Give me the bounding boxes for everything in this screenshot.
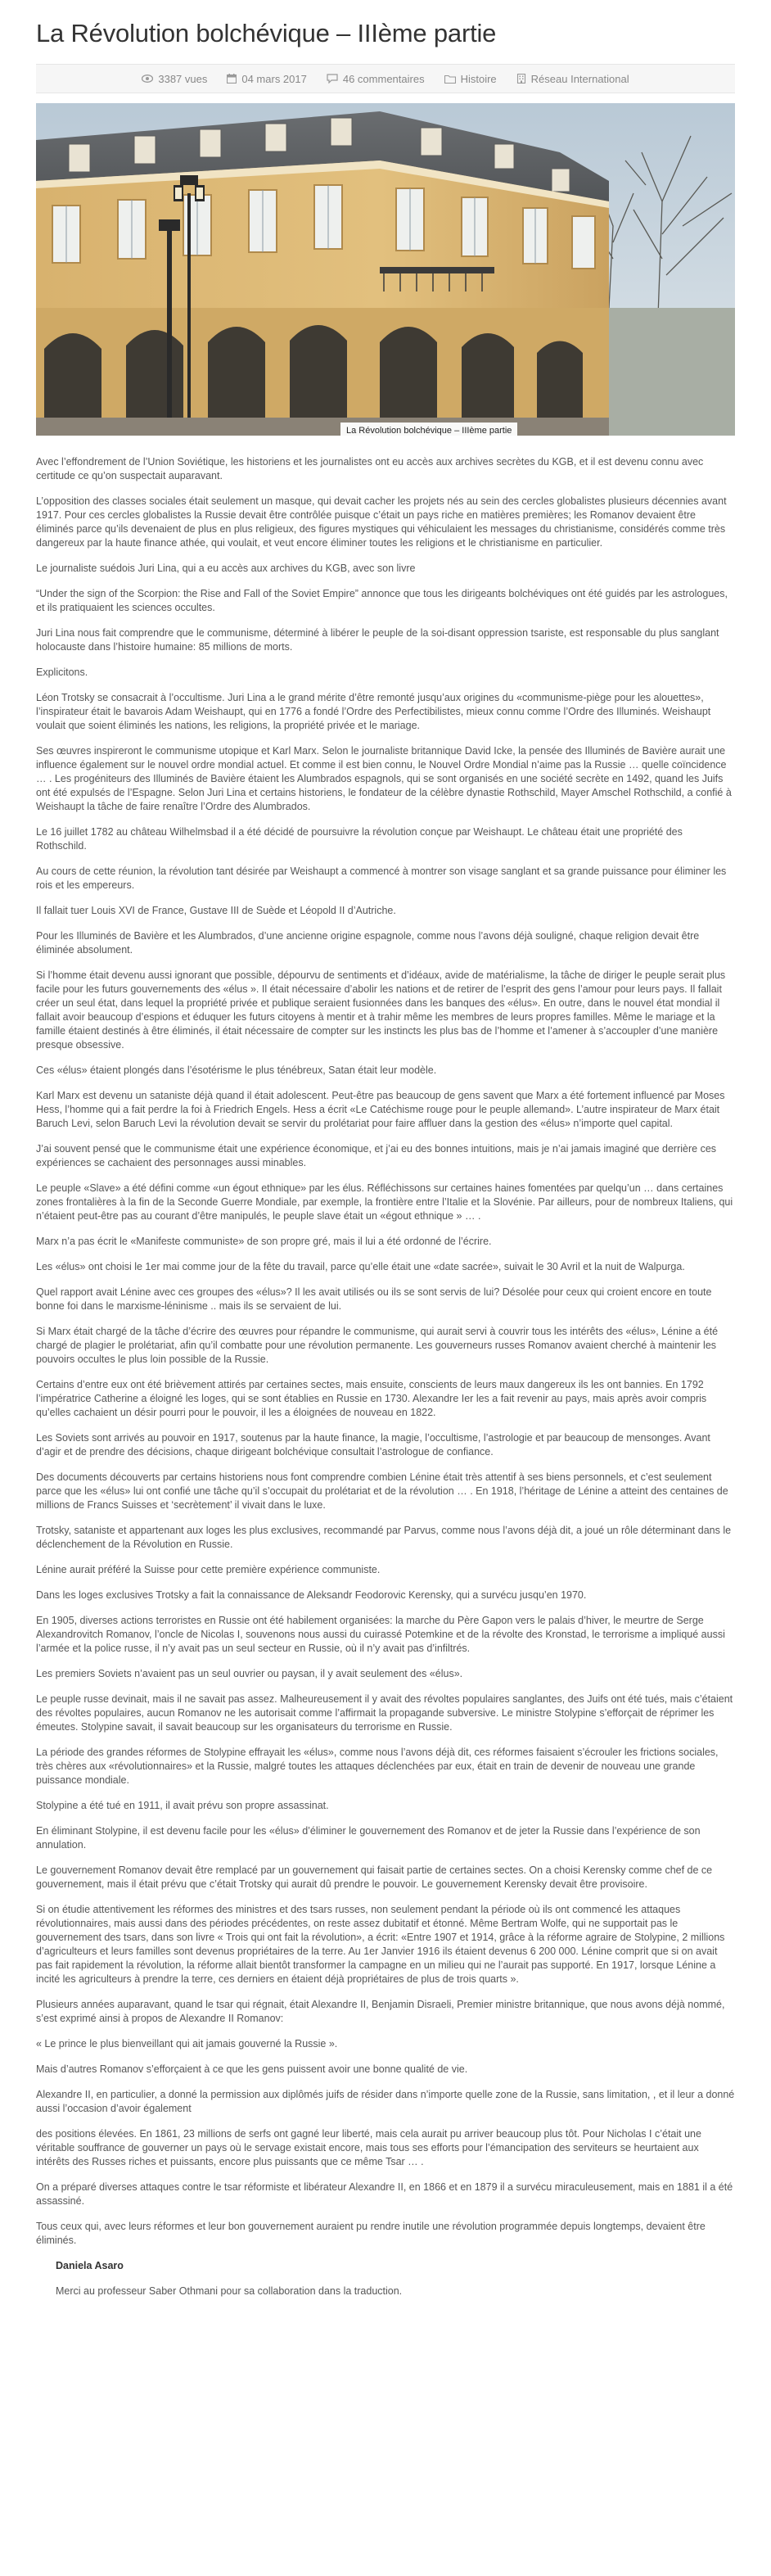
article-paragraph: Le peuple «Slave» a été défini comme «un égout ethnique» par les élus. Réfléchissons sur certaines haines fomentées par quelqu’un … dans certaines zones frontalières à la fin de la Seconde Guerre Mondiale, par exemple, la frontière entre l’Italie et la Slovénie. Par ailleurs, pour de nombreux Italiens, qui n’étaient peut-être pas au courant d’être manipulés, le peuple slave était un «égout ethnique » … . bbox=[36, 1182, 733, 1222]
meta-date bbox=[227, 73, 307, 85]
page-title: La Révolution bolchévique – IIIème partie bbox=[36, 19, 497, 47]
article-paragraph: Lénine aurait préféré la Suisse pour cette première expérience communiste. bbox=[36, 1564, 381, 1575]
article-paragraph: Il fallait tuer Louis XVI de France, Gustave III de Suède et Léopold II d’Autriche. bbox=[36, 905, 396, 916]
article-paragraph: Mais d’autres Romanov s’efforçaient à ce que les gens puissent avoir une bonne qualité de vie. bbox=[36, 2063, 468, 2075]
article-paragraph: On a préparé diverses attaques contre le tsar réformiste et libérateur Alexandre II, en 1866 et en 1879 il a survécu miraculeusement, mais en 1881 il a été assassiné. bbox=[36, 2181, 733, 2207]
translation-credit: Merci au professeur Saber Othmani pour sa collaboration dans la traduction. bbox=[56, 2285, 403, 2297]
article-paragraph: J’ai souvent pensé que le communisme était une expérience économique, et j’ai eu des bonnes intuitions, mais je n’ai jamais imaginé que derrière ces expériences se cachaient des personnages aussi minables. bbox=[36, 1143, 717, 1168]
palace-photo bbox=[36, 103, 735, 436]
article-paragraph: Stolypine a été tué en 1911, il avait prévu son propre assassinat. bbox=[36, 1800, 329, 1811]
image-caption: La Révolution bolchévique – IIIème partie bbox=[340, 423, 517, 436]
article-paragraph: “Under the sign of the Scorpion: the Rise and Fall of the Soviet Empire” annonce que tous les dirigeants bolchéviques ont été guidés par les astrologues, et ils pratiquaient les sciences occultes. bbox=[36, 588, 728, 613]
eye-icon bbox=[142, 75, 153, 83]
article-paragraph: La période des grandes réformes de Stolypine effrayait les «élus», comme nous l’avons déjà dit, ces réformes faisaient s’écrouler les frictions sociales, très chères aux «révolutionnaires» et la Russie, malgré toutes les attaques déclenchées par eux, était en train de devenir de nouveau une grande puissance mondiale. bbox=[36, 1747, 719, 1786]
article-paragraph: Avec l’effondrement de l’Union Soviétique, les historiens et les journalistes ont eu accès aux archives secrètes du KGB, et il est devenu connu avec certitude ce qu’on suspectait auparavant. bbox=[36, 456, 704, 481]
comment-icon bbox=[327, 74, 338, 84]
meta-network[interactable] bbox=[516, 73, 629, 85]
article-paragraph: Si l’homme était devenu aussi ignorant que possible, dépourvu de sentiments et d’idéaux, avide de matérialisme, la tâche de diriger le peuple serait plus facile pour les futurs gouvernements des «élus ». Il était nécessaire d’abolir les nations et de retirer de l’esprit des gens l’amour pour leurs pays. Il fallait créer un seul état, dans lequel la propriété privée et publique seraient fusionnées dans les banques des «élus». En outre, dans le nouvel état mondial il fallait avoir beaucoup d’espions et éduquer les futurs citoyens à mentir et à trahir même les membres de leurs propres familles. Même le mariage et la famille étaient destinés à être éliminés, il était nécessaire de compter sur les instincts les plus bas de l’homme et l’amener à s’accoupler d’une manière presque obsessive. bbox=[36, 969, 726, 1051]
views-count: 3387 vues bbox=[158, 72, 208, 85]
comments-link[interactable]: 46 commentaires bbox=[342, 72, 425, 85]
article-meta-bar bbox=[36, 64, 735, 93]
article-paragraph: Le gouvernement Romanov devait être remplacé par un gouvernement qui faisait partie de certaines sectes. On a choisi Kerensky comme chef de ce gouvernement, mais il était prévu que c’était Trotsky qui aurait dû prendre le pouvoir. Le gouvernement Kerensky devait être provisoire. bbox=[36, 1864, 713, 1890]
article-paragraph: Quel rapport avait Lénine avec ces groupes des «élus»? Il les avait utilisés ou ils se sont servis de lui? Désolée pour ceux qui croient encore en toute bonne foi dans le marxisme-léninisme .. mais ils se servaient de lui. bbox=[36, 1286, 712, 1312]
article-paragraph: Explicitons. bbox=[36, 667, 88, 678]
article-paragraph: En 1905, diverses actions terroristes en Russie ont été habilement organisées: la marche du Père Gapon vers le palais d’hiver, le meurtre de Serge Alexandrovitch Romanov, l’oncle de Nicolas I, souvenons nous aussi du cuirassé Potemkine et de la révolte des Kronstad, le terrorisme a impliqué aussi l’armée et la police russe, il n’y avait pas un seul secteur en Russie, où il n’y avait pas d’infiltrés. bbox=[36, 1615, 725, 1654]
article-paragraph: Juri Lina nous fait comprendre que le communisme, déterminé à libérer le peuple de la soi-disant oppression tsariste, est responsable du plus sanglant holocauste dans l’histoire humaine: 85 millions de morts. bbox=[36, 627, 719, 653]
article-paragraph: Les Soviets sont arrivés au pouvoir en 1917, soutenus par la haute finance, la magie, l’occultisme, l’astrologie et par beaucoup de mensonges. Avant d’agir et de prendre des décisions, chaque dirigeant bolchévique consultait l’astrologue de confiance. bbox=[36, 1432, 710, 1457]
article-paragraph: Les premiers Soviets n’avaient pas un seul ouvrier ou paysan, il y avait seulement des «élus». bbox=[36, 1668, 463, 1679]
calendar-icon bbox=[227, 74, 237, 84]
publish-date: 04 mars 2017 bbox=[241, 72, 307, 85]
article-paragraph: Certains d’entre eux ont été brièvement attirés par certaines sectes, mais ensuite, conscients de leurs maux dangereux ils les ont bannies. En 1792 l’impératrice Catherine a éloigné les loges, qui se sont établies en Russie en 1730. Alexandre Ier les a fait revenir au pays, mais après avoir compris qu’elles cachaient un désir pourri pour le pouvoir, il les a éloignées de nouveau en 1822. bbox=[36, 1379, 707, 1418]
article-author: Daniela Asaro bbox=[56, 2260, 124, 2271]
meta-views bbox=[142, 73, 207, 85]
article-paragraph: Karl Marx est devenu un sataniste déjà quand il était adolescent. Peut-être pas beaucoup de gens savent que Marx a été fortement influencé par Moses Hess, l’homme qui a fait perdre la foi à Friedrich Engels. Hess a écrit «Le Catéchisme rouge pour le peuple allemand». L’autre inspirateur de Marx était Baruch Levi, selon Baruch Levi la révolution devait se servir du prolétariat pour faire affluer dans la gestion des «élus» n’importe quel capital. bbox=[36, 1090, 725, 1129]
network-link[interactable]: Réseau International bbox=[530, 72, 629, 85]
article-paragraph: En éliminant Stolypine, il est devenu facile pour les «élus» d’éliminer le gouvernement des Romanov et de jeter la Russie dans l’expérience de son annulation. bbox=[36, 1825, 701, 1851]
category-link[interactable]: Histoire bbox=[460, 72, 497, 85]
meta-comments[interactable] bbox=[327, 73, 425, 85]
article-paragraph: Ces «élus» étaient plongés dans l’ésotérisme le plus ténébreux, Satan était leur modèle. bbox=[36, 1064, 437, 1076]
article-paragraph: Les «élus» ont choisi le 1er mai comme jour de la fête du travail, parce qu’elle était une «date sacrée», suivait le 30 Avril et la nuit de Walpurga. bbox=[36, 1261, 685, 1272]
article-paragraph: Trotsky, sataniste et appartenant aux loges les plus exclusives, recommandé par Parvus, comme nous l’avons déjà dit, a joué un rôle déterminant dans le déclenchement de la Révolution en Russie. bbox=[36, 1525, 732, 1550]
building-icon bbox=[516, 74, 526, 84]
article-paragraph: L’opposition des classes sociales était seulement un masque, qui devait cacher les projets nés au sein des cercles globalistes plusieurs décennies avant 1917. Pour ces cercles globalistes la Russie devait être contrôlée puisque c’était un pays riche en matières premières; les Romanov devaient être éliminés parce qu’ils devenaient de plus en plus religieux, des figures mystiques qui véhiculaient les messages du christianisme, considérés comme très dangereux par la haute finance athée, qui voulait, et veut encore éliminer toutes les religions et le christianisme en particulier. bbox=[36, 495, 727, 549]
article-paragraph: Léon Trotsky se consacrait à l’occultisme. Juri Lina a le grand mérite d’être remonté jusqu’aux origines du «communisme-piège pour les alouettes», l’inspirateur était le bavarois Adam Weishaupt, qui en 1776 a fondé l’Ordre des Perfectibilistes, mieux connu comme l’Ordre des Illuminés. Weishaupt voulait que soient éliminés les nations, les religions, la propriété privée et le mariage. bbox=[36, 692, 711, 731]
article-paragraph: Le journaliste suédois Juri Lina, qui a eu accès aux archives du KGB, avec son livre bbox=[36, 563, 416, 574]
article-paragraph: Ses œuvres inspireront le communisme utopique et Karl Marx. Selon le journaliste britannique David Icke, la pensée des Illuminés de Bavière aurait une influence également sur le nouvel ordre mondial actuel. Et comme il est bien connu, le Nouvel Ordre Mondial n’aime pas la Russie … quelle coïncidence … . Les progéniteurs des Illuminés de Bavière étaient les Alumbrados espagnols, qui se sont organisés en une société secrète en 1492, quand les Juifs ont été expulsés de l’Espagne. Selon Juri Lina et certains historiens, le fondateur de la célèbre dynastie Rothschild, Mayer Amschel Rothschild, a confié à Weishaupt la tâche de faire renaître l’Ordre des Alumbrados. bbox=[36, 745, 732, 812]
article-paragraph: Pour les Illuminés de Bavière et les Alumbrados, d’une ancienne origine espagnole, comme nous l’avons déjà souligné, chaque religion devait être éliminée absolument. bbox=[36, 930, 700, 956]
article-paragraph: « Le prince le plus bienveillant qui ait jamais gouverné la Russie ». bbox=[36, 2038, 338, 2050]
meta-category[interactable] bbox=[444, 73, 497, 85]
article-paragraph: Si on étudie attentivement les réformes des ministres et des tsars russes, non seulement pendant la période où ils ont commencé les attaques révolutionnaires, mais aussi dans des périodes précédentes, on reste assez dubitatif et étonné. Même Bertram Wolfe, qui ne supportait pas le gouvernement des tsars, dans son livre « Trois qui ont fait la révolution», a écrit: «Entre 1907 et 1914, grâce à la réforme agraire de Stolypine, 2 millions d’agriculteurs et leurs familles sont devenus propriétaires de la terre. Au 1er Janvier 1916 ils étaient devenus 6 200 000. Lénine comprit que si on avait pas fait rapidement la révolution, la réforme allait bientôt transformer la campagne en un milieu qui ne l’aurait pas supporté. En 1917, lorsque Lénine a incité les agriculteurs à prendre la terre, ces derniers en étaient déjà propriétaires de plus de trois quarts ». bbox=[36, 1904, 725, 1985]
article-paragraph: Plusieurs années auparavant, quand le tsar qui régnait, était Alexandre II, Benjamin Disraeli, Premier ministre britannique, que nous avons déjà nommé, s’est exprimé ainsi à propos de Alexandre II Romanov: bbox=[36, 1999, 725, 2024]
article-paragraph: des positions élevées. En 1861, 23 millions de serfs ont gagné leur liberté, mais cela aurait pu arriver beaucoup plus tôt. Pour Nicholas I c’était une véritable souffrance de gouverner un pays où le servage existait encore, mais tous ses efforts pour l’émancipation des serviteurs se heurtaient aux intérêts des Russes riches et puissants, encore plus puissants que ce même Tsar … . bbox=[36, 2128, 701, 2167]
article-paragraph: Marx n’a pas écrit le «Manifeste communiste» de son propre gré, mais il lui a été ordonné de l’écrire. bbox=[36, 1236, 492, 1247]
article-paragraph: Des documents découverts par certains historiens nous font comprendre combien Lénine était très attentif à ses biens personnels, et c’est seulement parce que les «élus» lui ont confié une tâche qu’il s’occupait du prolétariat et de la révolution … . En 1918, l’héritage de Lénine a atteint des centaines de millions de Francs Suisses et ‘secrètement’ il vivait dans le luxe. bbox=[36, 1471, 728, 1511]
article-body bbox=[36, 455, 735, 2298]
article-paragraph: Alexandre II, en particulier, a donné la permission aux diplômés juifs de résider dans n’importe quelle zone de la Russie, sans limitation, , et il leur a donné aussi l’occasion d’avoir également bbox=[36, 2089, 735, 2114]
article-hero-image bbox=[36, 103, 735, 436]
article-paragraph: Au cours de cette réunion, la révolution tant désirée par Weishaupt a commencé à montrer son visage sanglant et sa grande puissance pour éliminer les rois et les empereurs. bbox=[36, 865, 727, 891]
article-paragraph: Si Marx était chargé de la tâche d’écrire des œuvres pour répandre le communisme, qui aurait servi à couvrir tous les intérêts des «élus», Lénine a été chargé de plagier le prolétariat, afin qu’il combatte pour une révolution permanente. Les gouverneurs russes Romanov avaient cherché à maintenir les pouvoirs occultes le plus loin possible de la Russie. bbox=[36, 1326, 719, 1365]
article-paragraph: Tous ceux qui, avec leurs réformes et leur bon gouvernement auraient pu rendre inutile une révolution programmée depuis longtemps, devaient être éliminés. bbox=[36, 2221, 706, 2246]
article-paragraph: Le 16 juillet 1782 au château Wilhelmsbad il a été décidé de poursuivre la révolution conçue par Weishaupt. Le château était une propriété des Rothschild. bbox=[36, 826, 683, 852]
article-paragraph: Le peuple russe devinait, mais il ne savait pas assez. Malheureusement il y avait des révoltes populaires sanglantes, des Juifs ont été tués, mais c’étaient des révoltes populaires, aucun Romanov ne les autorisait comme l’affirmait la propagande subversive. Le ministre Stolypine s’efforçait de réprimer les émeutes. Stolypine savait, il savait beaucoup sur les organisateurs du terrorisme en Russie. bbox=[36, 1693, 733, 1733]
folder-icon bbox=[444, 75, 456, 84]
article-paragraph: Dans les loges exclusives Trotsky a fait la connaissance de Aleksandr Feodorovic Kerensky, qui a survécu jusqu’en 1970. bbox=[36, 1589, 587, 1601]
